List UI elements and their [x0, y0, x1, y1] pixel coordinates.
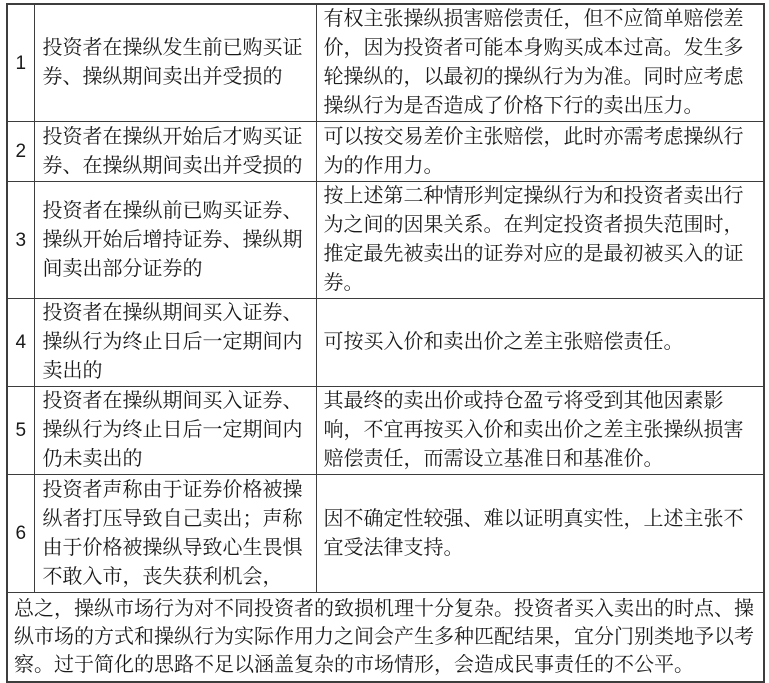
table-row: [7, 122, 764, 182]
scenario-cell: 投资者在操纵前已购买证券、操纵开始后增持证券、操纵期间卖出部分证券的: [34, 182, 316, 299]
analysis-cell: 可以按交易差价主张赔偿，此时亦需考虑操纵行为的作用力。: [316, 122, 764, 182]
analysis-cell: 有权主张操纵损害赔偿责任，但不应简单赔偿差价，因为投资者可能本身购买成本过高。发生多轮操纵的，以最初的操纵行为为准。同时应考虑操纵行为是否造成了价格下行的卖出压力。: [316, 4, 764, 122]
analysis-cell: 可按买入价和卖出价之差主张赔偿责任。: [316, 299, 764, 387]
analysis-cell: 其最终的卖出价或持仓盈亏将受到其他因素影响，不宜再按买入价和卖出价之差主张操纵损害赔偿责任，而需设立基准日和基准价。: [316, 387, 764, 475]
manipulation-liability-table: [6, 3, 765, 683]
table-row: [7, 299, 764, 387]
table-row: [7, 182, 764, 299]
row-number: 3: [7, 182, 34, 299]
row-number: 1: [7, 4, 34, 122]
summary-row: [7, 593, 764, 683]
scenario-cell: 投资者在操纵期间买入证券、操纵行为终止日后一定期间内仍未卖出的: [34, 387, 316, 475]
scenario-cell: 投资者声称由于证券价格被操纵者打压导致自己卖出；声称由于价格被操纵导致心生畏惧不敢入市，丧失获利机会，: [34, 475, 316, 593]
scenario-cell: 投资者在操纵期间买入证券、操纵行为终止日后一定期间内卖出的: [34, 299, 316, 387]
row-number: 6: [7, 475, 34, 593]
scenario-cell: 投资者在操纵发生前已购买证券、操纵期间卖出并受损的: [34, 4, 316, 122]
scenario-cell: 投资者在操纵开始后才购买证券、在操纵期间卖出并受损的: [34, 122, 316, 182]
row-number: 5: [7, 387, 34, 475]
summary-cell: 总之，操纵市场行为对不同投资者的致损机理十分复杂。投资者买入卖出的时点、操纵市场的方式和操纵行为实际作用力之间会产生多种匹配结果，宜分门别类地予以考察。过于简化的思路不足以涵盖复杂的市场情形，会造成民事责任的不公平。: [7, 593, 764, 683]
table-row: [7, 4, 764, 122]
analysis-cell: 因不确定性较强、难以证明真实性，上述主张不宜受法律支持。: [316, 475, 764, 593]
table-row: [7, 387, 764, 475]
row-number: 4: [7, 299, 34, 387]
row-number: 2: [7, 122, 34, 182]
table-row: [7, 475, 764, 593]
analysis-cell: 按上述第二种情形判定操纵行为和投资者卖出行为之间的因果关系。在判定投资者损失范围时，推定最先被卖出的证券对应的是最初被买入的证券。: [316, 182, 764, 299]
